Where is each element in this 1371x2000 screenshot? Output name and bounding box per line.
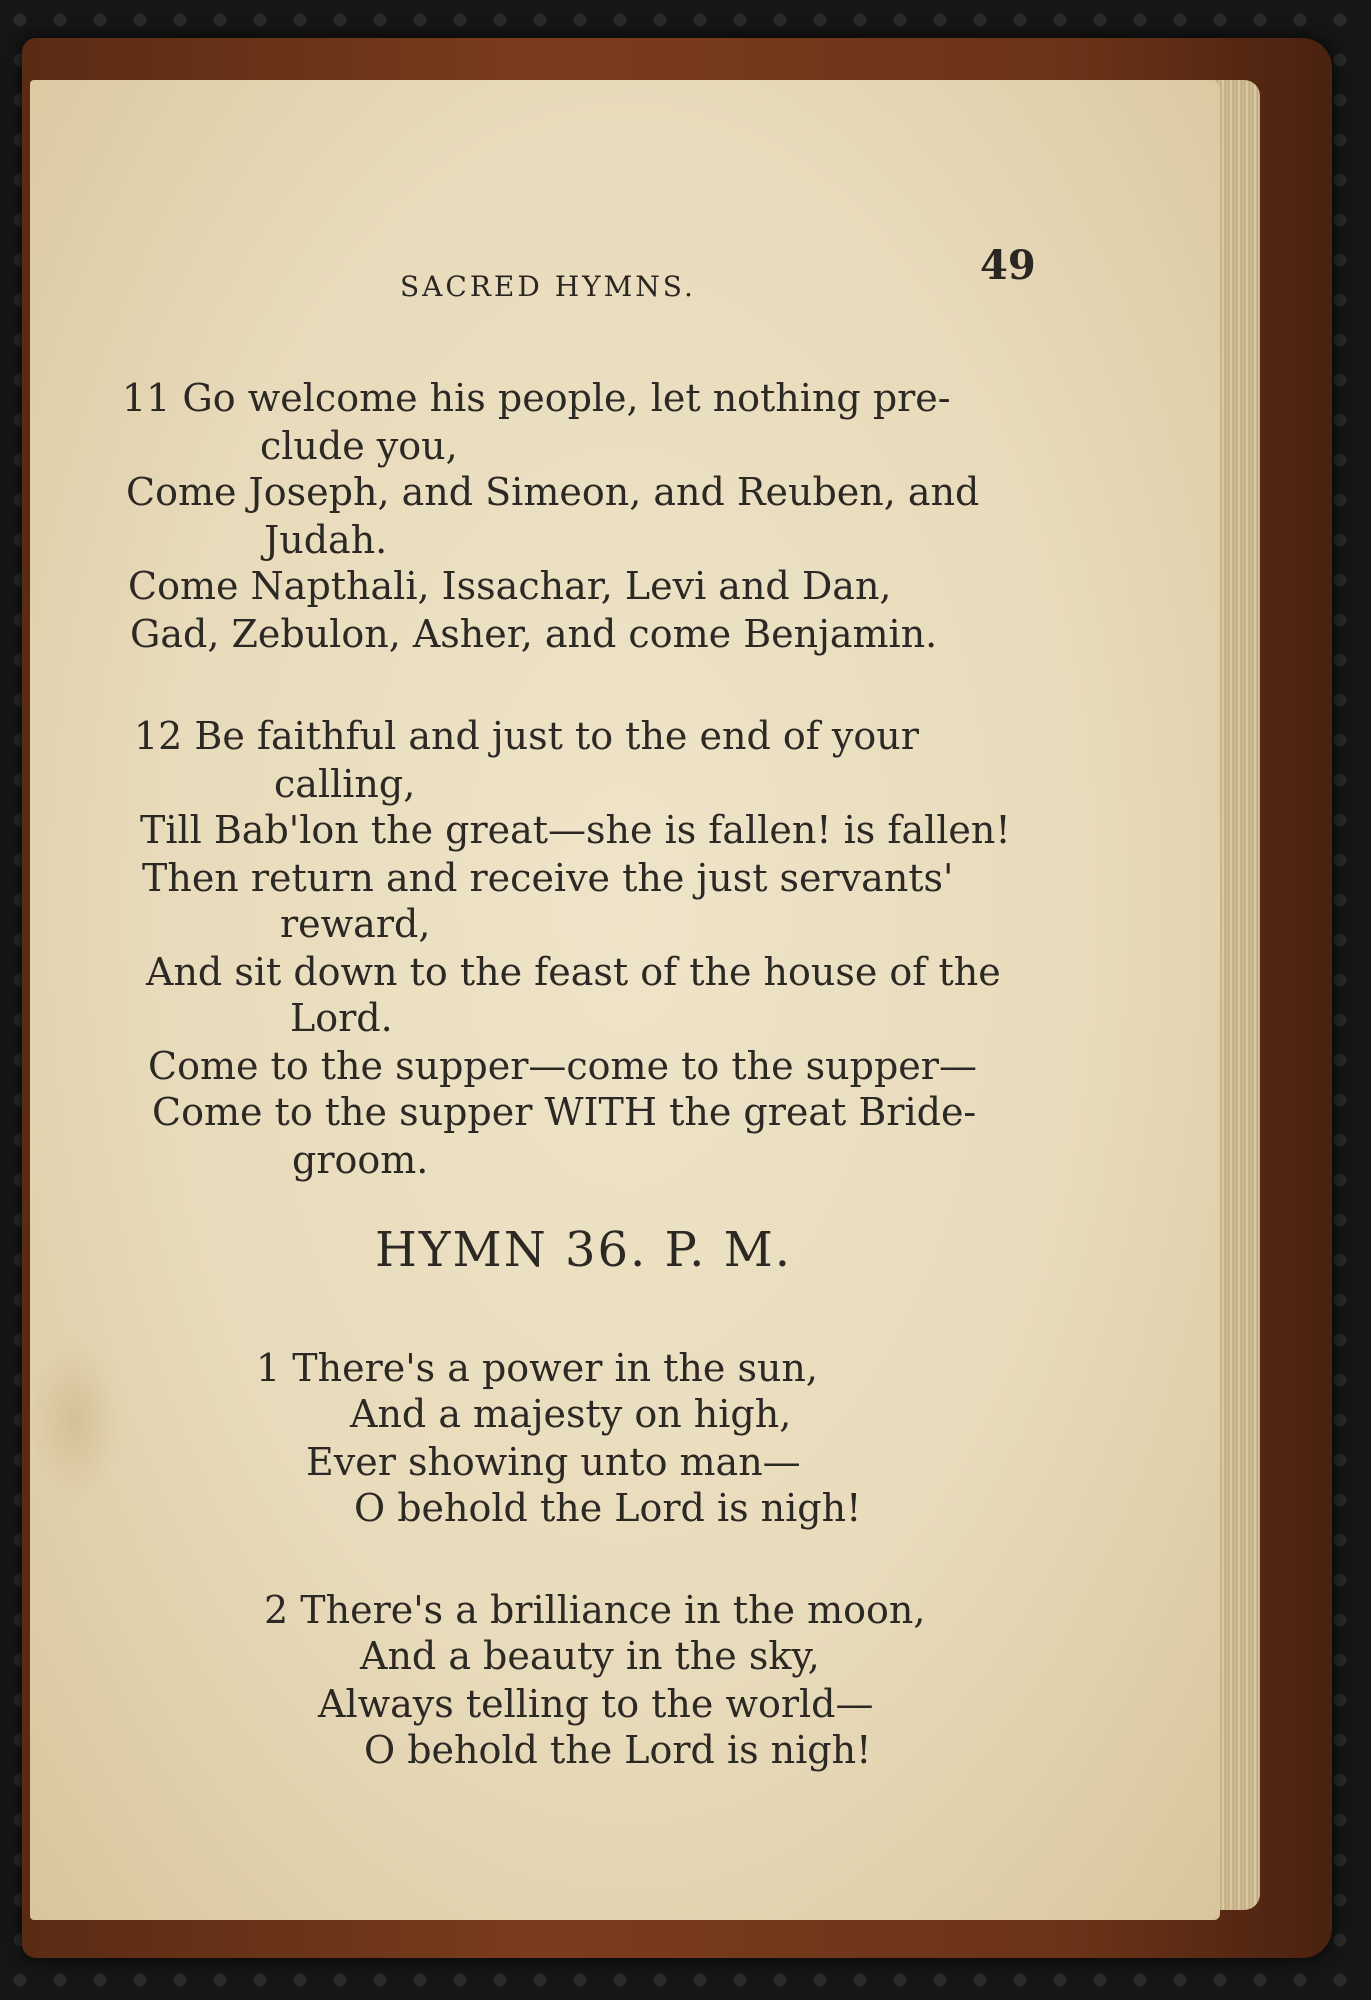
verse-line: And sit down to the feast of the house of the [146, 950, 1001, 994]
verse-line: calling, [274, 762, 416, 806]
verse-line: reward, [280, 902, 431, 946]
page-number: 49 [980, 242, 1036, 289]
verse-line: Come to the supper—come to the supper— [148, 1044, 977, 1088]
hymn-line: Ever showing unto man— [306, 1440, 801, 1484]
hymn-line: 2 There's a brilliance in the moon, [264, 1588, 926, 1632]
hymn-line: Always telling to the world— [318, 1682, 874, 1726]
verse-line: Lord. [290, 996, 393, 1040]
hymn-line: And a beauty in the sky, [360, 1634, 820, 1678]
page-stain [30, 1340, 120, 1500]
hymn-line: And a majesty on high, [350, 1392, 792, 1436]
verse-line: groom. [292, 1138, 429, 1182]
verse-line: Gad, Zebulon, Asher, and come Benjamin. [130, 612, 938, 656]
hymn-line: O behold the Lord is nigh! [354, 1486, 862, 1530]
verse-line: Then return and receive the just servants' [142, 856, 954, 900]
hymn-title: HYMN 36. P. M. [375, 1222, 793, 1278]
hymn-line: O behold the Lord is nigh! [364, 1728, 872, 1772]
verse-line: 11 Go welcome his people, let nothing pre- [122, 376, 951, 420]
running-title: SACRED HYMNS. [400, 270, 696, 303]
verse-line: Judah. [264, 518, 388, 562]
verse-line: Come to the supper WITH the great Bride- [152, 1090, 977, 1134]
verse-line: 12 Be faithful and just to the end of your [134, 714, 919, 758]
verse-line: Come Joseph, and Simeon, and Reuben, and [126, 470, 980, 514]
verse-line: clude you, [260, 424, 458, 468]
verse-line: Till Bab'lon the great—she is fallen! is fallen! [140, 808, 1011, 852]
verse-line: Come Napthali, Issachar, Levi and Dan, [128, 564, 892, 608]
hymn-line: 1 There's a power in the sun, [256, 1346, 818, 1390]
